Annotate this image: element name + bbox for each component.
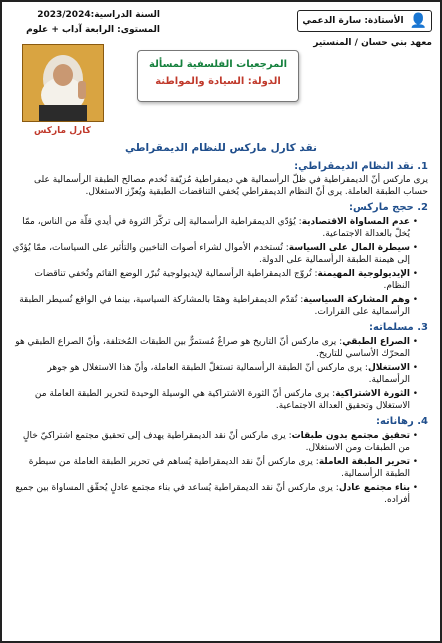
teacher-box — [297, 10, 432, 32]
item-term: وهم المشاركة السياسية — [303, 295, 410, 305]
list-item — [12, 388, 418, 412]
item-term: تحقيق مجتمع بدون طبقات — [291, 431, 410, 441]
title-box — [137, 50, 299, 102]
item-text: : تُروّج الديمقراطية الرأسمالية لإيديولوجية تُبرّر الوضع القائم وتُخفي تناقضات النظام. — [34, 269, 410, 291]
portrait-caption: كارل ماركس — [34, 126, 91, 136]
arguments-list — [12, 216, 428, 318]
title-line-1: المرجعيات الفلسفية لمسألة — [149, 59, 287, 70]
postulates-list — [12, 336, 428, 412]
list-item — [12, 336, 418, 360]
item-text: : تُستخدم الأموال لشراء أصوات الناخبين والتأثير على السياسات، ممّا يُؤدّي إلى هيمنة الطبقة الرأسمالية على الدولة. — [12, 243, 410, 265]
document-body — [12, 157, 428, 508]
list-item — [12, 242, 418, 266]
list-item — [12, 456, 418, 480]
section-paragraph: يرى ماركس أنّ الديمقراطية في ظلّ الرأسمالية هي ديمقراطية مُزيّفة تُخدم مصالح الطبقة الرأسمالية على حساب الطبقة العاملة. يرى أنّ النظام الديمقراطي يُخفي التناقضات الطبقية ويُعزّز الاستغلال. — [34, 175, 428, 197]
item-text: : يرى ماركس أنّ التاريخ هو صراعٌ مُستمرٌّ بين الطبقات المُختلفة، وأنّ الصراع الطبقي هو المحرّك الأساسي للتاريخ. — [15, 337, 410, 359]
teacher-icon: 👤 — [409, 13, 427, 29]
school-year: السنة الدراسية:2023/2024 — [37, 10, 160, 20]
item-term: عدم المساواة الاقتصادية — [301, 217, 410, 227]
school-name: معهد بني حسان / المنستير — [313, 38, 432, 48]
item-term: الاستغلال — [367, 363, 410, 373]
item-text: : يرى ماركس أنّ نقد الديمقراطية يُساهم في تحرير الطبقة العاملة من سيطرة الطبقة الرأسمالية. — [28, 457, 410, 479]
item-term: الإيديولوجية المهيمنة — [317, 269, 410, 279]
header-right — [297, 10, 432, 48]
list-item — [12, 362, 418, 386]
list-item — [12, 430, 418, 454]
section-heading: 3. مسلماته: — [369, 322, 428, 333]
item-term: سيطرة المال على السياسة — [288, 243, 410, 253]
header-left — [10, 8, 160, 38]
class-level: المستوى: الرابعة آداب + علوم — [26, 25, 160, 35]
section-heading: 4. رهاناته: — [375, 416, 428, 427]
item-text: : يُؤدّي الديمقراطية الرأسمالية إلى تركّز الثروة في أيدي قلّة من الناس، ممّا يُخلّ بالعدالة الاجتماعية. — [22, 217, 410, 239]
item-term: تحرير الطبقة العاملة — [318, 457, 410, 467]
item-term: بناء مجتمع عادل — [338, 483, 410, 493]
stakes-list — [12, 430, 428, 506]
list-item — [12, 268, 418, 292]
item-text: : يرى ماركس أنّ الطبقة الرأسمالية تستغلّ الطبقة العاملة، وأنّ هذا الاستغلال هو جوهر الرأسمالية. — [47, 363, 410, 385]
item-term: الثورة الاشتراكية — [335, 389, 410, 399]
item-text: : يرى ماركس أنّ نقد الديمقراطية يهدف إلى تحقيق مجتمع اشتراكيّ خالٍ من الطبقات ومن الاستغلال. — [22, 431, 410, 453]
item-term: الصراع الطبقي — [342, 337, 410, 347]
portrait-image — [22, 44, 104, 122]
section-heading: 2. حجج ماركس: — [348, 202, 428, 213]
list-item — [12, 294, 418, 318]
list-item — [12, 482, 418, 506]
section-heading: 1. نقد النظام الديمقراطي: — [294, 161, 428, 172]
list-item — [12, 216, 418, 240]
teacher-name: الأستاذة: سارة الدعمي — [302, 16, 404, 26]
item-text: : يرى ماركس أنّ الثورة الاشتراكية هي الوسيلة الوحيدة لتحرير الطبقة العاملة من الاستغلال وتحقيق العدالة الاجتماعية. — [34, 389, 410, 411]
item-text: : يرى ماركس أنّ نقد الديمقراطية يُساعد في بناء مجتمع عادلٍ يُحقّق المساواة بين جميع أفراده. — [15, 483, 410, 505]
title-line-2: الدولة: السيادة والمواطنة — [155, 76, 281, 87]
item-text: : تُقدّم الديمقراطية وهمًا بالمشاركة السياسية، بينما في الواقع تُسيطر الطبقة الرأسمالية على القرارات. — [19, 295, 410, 317]
main-heading: نقد كارل ماركس للنظام الديمقراطي — [125, 142, 317, 154]
